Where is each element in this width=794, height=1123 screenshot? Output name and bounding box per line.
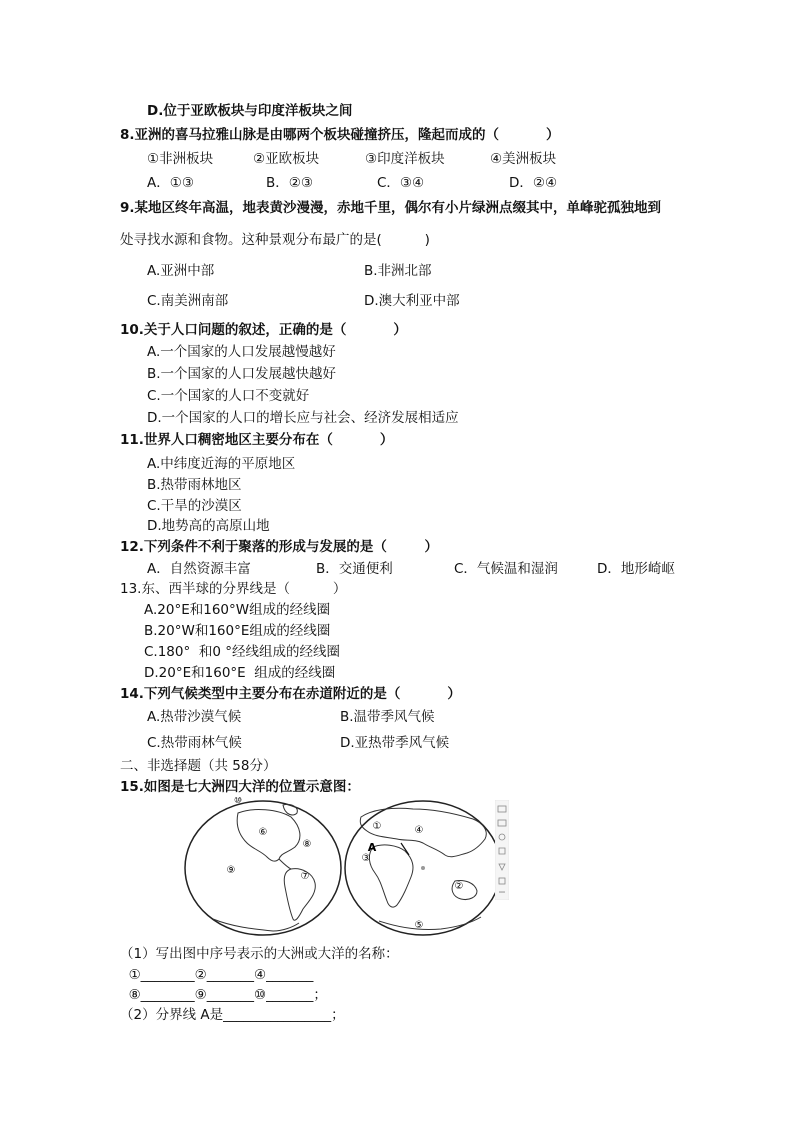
q15-sub1-row2: ⑧________⑨_______⑩_______； xyxy=(120,987,327,1003)
q8-item: ④美洲板块 xyxy=(490,151,557,167)
q13-stem: 13.东、西半球的分界线是（ ） xyxy=(120,581,347,597)
antarctica-west-outline xyxy=(213,919,299,931)
map-label-6: ⑥ xyxy=(258,827,268,838)
q8-item: ①非洲板块 xyxy=(147,151,214,167)
section-title: 二、非选择题（共 58分） xyxy=(120,758,277,774)
map-label-5: ⑤ xyxy=(414,920,424,931)
q12-option: A．自然资源丰富 xyxy=(147,561,251,577)
q13-option: D.20°E和160°E 组成的经线圈 xyxy=(144,665,336,681)
q12-option: C．气候温和湿润 xyxy=(454,561,558,577)
center-dot xyxy=(421,866,425,870)
q10-option: A.一个国家的人口发展越慢越好 xyxy=(147,344,336,360)
q15-sub1: （1）写出图中序号表示的大洲或大洋的名称： xyxy=(120,946,399,962)
q10-option: B.一个国家的人口发展越快越好 xyxy=(147,366,337,382)
map-label-7: ⑦ xyxy=(300,871,310,882)
q10-stem: 10.关于人口问题的叙述，正确的是（ ） xyxy=(120,322,407,338)
q15-sub1-row1: ①________②_______④_______ xyxy=(120,967,314,983)
map-label-1: ① xyxy=(372,821,382,832)
q7-option-d: D.位于亚欧板块与印度洋板块之间 xyxy=(147,103,353,119)
q9-option: A.亚洲中部 xyxy=(147,263,215,279)
q9-stem-line1: 9.某地区终年高温，地表黄沙漫漫，赤地千里，偶尔有小片绿洲点缀其中，单峰驼孤独地到 xyxy=(120,200,662,216)
antarctica-east-outline xyxy=(379,917,481,930)
q9-option: C.南美洲南部 xyxy=(147,293,229,309)
toolbar-background xyxy=(495,800,509,900)
q9-stem-line2: 处寻找水源和食物。这种景观分布最广的是( ) xyxy=(120,232,430,248)
q10-option: D.一个国家的人口的增长应与社会、经济发展相适应 xyxy=(147,410,459,426)
q8-option: C．③④ xyxy=(377,175,425,191)
world-hemispheres-map xyxy=(183,797,503,939)
q12-stem: 12.下列条件不利于聚落的形成与发展的是（ ） xyxy=(120,539,439,555)
q8-stem: 8.亚洲的喜马拉雅山脉是由哪两个板块碰撞挤压，隆起而成的（ ） xyxy=(120,127,560,143)
map-label-9: ⑨ xyxy=(226,865,236,876)
map-label-10: ⑩ xyxy=(233,797,243,806)
q8-option: A．①③ xyxy=(147,175,194,191)
q13-option: C.180° 和0 °经线组成的经线圈 xyxy=(144,644,340,660)
q8-option: D．②④ xyxy=(509,175,558,191)
north-america-outline xyxy=(237,810,300,862)
q11-option: D.地势高的高原山地 xyxy=(147,518,270,534)
q15-sub2: （2）分界线 A是________________； xyxy=(120,1007,345,1023)
map-label-3: ③ xyxy=(361,853,371,864)
africa-outline xyxy=(369,845,413,907)
map-label-2: ② xyxy=(454,881,464,892)
q13-option: B.20°W和160°E组成的经线圈 xyxy=(144,623,331,639)
q14-stem: 14.下列气候类型中主要分布在赤道附近的是（ ） xyxy=(120,686,461,702)
toolbar-more-icon xyxy=(499,891,501,893)
q14-option: C.热带雨林气候 xyxy=(147,735,242,751)
q11-option: C.干旱的沙漠区 xyxy=(147,498,242,514)
map-label-a: A xyxy=(367,841,377,854)
q8-option: B．②③ xyxy=(266,175,313,191)
q11-option: A.中纬度近海的平原地区 xyxy=(147,456,296,472)
q9-option: D.澳大利亚中部 xyxy=(364,293,460,309)
q12-option: B．交通便利 xyxy=(316,561,393,577)
q11-option: B.热带雨林地区 xyxy=(147,477,242,493)
q13-option: A.20°E和160°W组成的经线圈 xyxy=(144,602,331,618)
map-label-4: ④ xyxy=(414,825,424,836)
q14-option: A.热带沙漠气候 xyxy=(147,709,242,725)
central-america-outline xyxy=(279,859,291,869)
image-toolbar[interactable] xyxy=(495,800,509,900)
q8-item: ③印度洋板块 xyxy=(365,151,445,167)
q14-option: D.亚热带季风气候 xyxy=(340,735,450,751)
q8-item: ②亚欧板块 xyxy=(253,151,320,167)
western-hemisphere-outline xyxy=(185,801,341,935)
map-label-8: ⑧ xyxy=(302,839,312,850)
q15-stem: 15.如图是七大洲四大洋的位置示意图： xyxy=(120,779,360,795)
q14-option: B.温带季风气候 xyxy=(340,709,435,725)
q11-stem: 11.世界人口稠密地区主要分布在（ ） xyxy=(120,432,394,448)
q12-option: D．地形崎岖 xyxy=(597,561,675,577)
q9-option: B.非洲北部 xyxy=(364,263,432,279)
q10-option: C.一个国家的人口不变就好 xyxy=(147,388,310,404)
